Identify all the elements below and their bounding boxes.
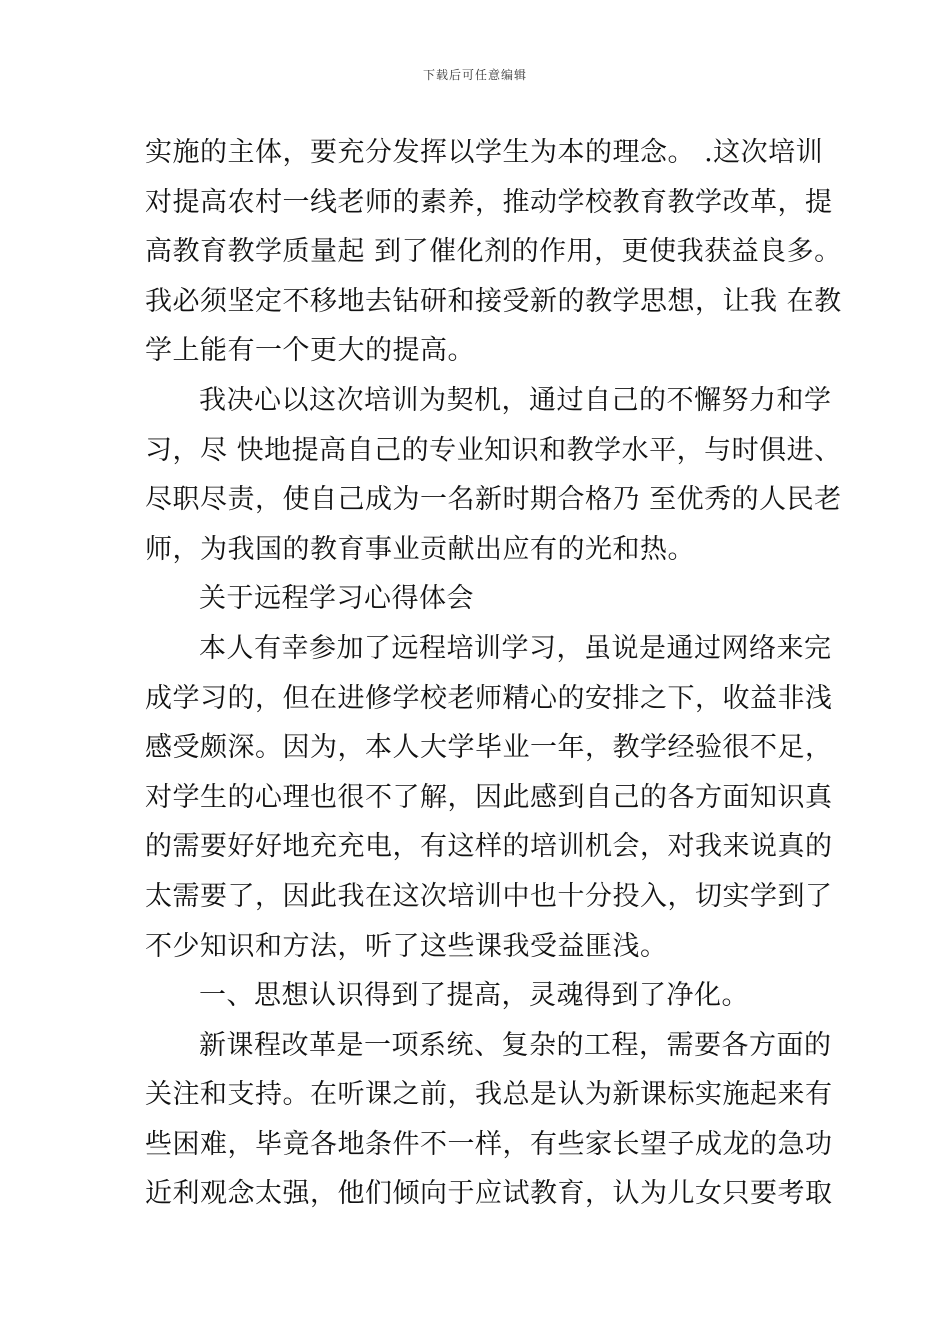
- text-line: 对提高农村一线老师的素养，推动学校教育教学改革，提: [145, 186, 833, 218]
- text-line: 对学生的心理也很不了解，因此感到自己的各方面知识真: [145, 781, 833, 813]
- text-line: 太需要了，因此我在这次培训中也十分投入，切实学到了: [145, 880, 833, 912]
- text-line: 师，为我国的教育事业贡献出应有的光和热。: [145, 533, 695, 565]
- text-line: 些困难，毕竟各地条件不一样，有些家长望子成龙的急功: [145, 1128, 833, 1160]
- text-line: 实施的主体，要充分发挥以学生为本的理念。 .这次培训: [145, 137, 824, 168]
- text-line: 成学习的，但在进修学校老师精心的安排之下，收益非浅: [145, 682, 833, 714]
- text-line: 高教育教学质量起 到了催化剂的作用，更使我获益良多。: [145, 236, 842, 268]
- text-line: 关注和支持。在听课之前，我总是认为新课标实施起来有: [145, 1079, 833, 1111]
- section-heading: 关于远程学习心得体会: [199, 583, 474, 615]
- subsection-heading: 一、思想认识得到了提高，灵魂得到了净化。: [199, 980, 749, 1012]
- text-line: 近利观念太强，他们倾向于应试教育，认为儿女只要考取: [145, 1178, 833, 1210]
- text-line: 习，尽 快地提高自己的专业知识和教学水平，与时俱进、: [145, 434, 842, 466]
- text-line: 我决心以这次培训为契机，通过自己的不懈努力和学: [199, 384, 832, 416]
- page-header: 下载后可任意编辑: [422, 68, 527, 82]
- text-line: 新课程改革是一项系统、复杂的工程，需要各方面的: [199, 1029, 832, 1061]
- text-line: 的需要好好地充充电，有这样的培训机会，对我来说真的: [145, 831, 833, 863]
- text-line: 感受颇深。因为，本人大学毕业一年，教学经验很不足，: [145, 732, 833, 764]
- text-line: 学上能有一个更大的提高。: [145, 335, 475, 367]
- document-body: [145, 128, 842, 1219]
- text-line: 本人有幸参加了远程培训学习，虽说是通过网络来完: [199, 632, 832, 664]
- text-line: 我必须坚定不移地去钻研和接受新的教学思想，让我 在教: [145, 285, 842, 317]
- text-line: 不少知识和方法，听了这些课我受益匪浅。: [145, 930, 668, 962]
- text-line: 尽职尽责，使自己成为一名新时期合格乃 至优秀的人民老: [145, 484, 842, 516]
